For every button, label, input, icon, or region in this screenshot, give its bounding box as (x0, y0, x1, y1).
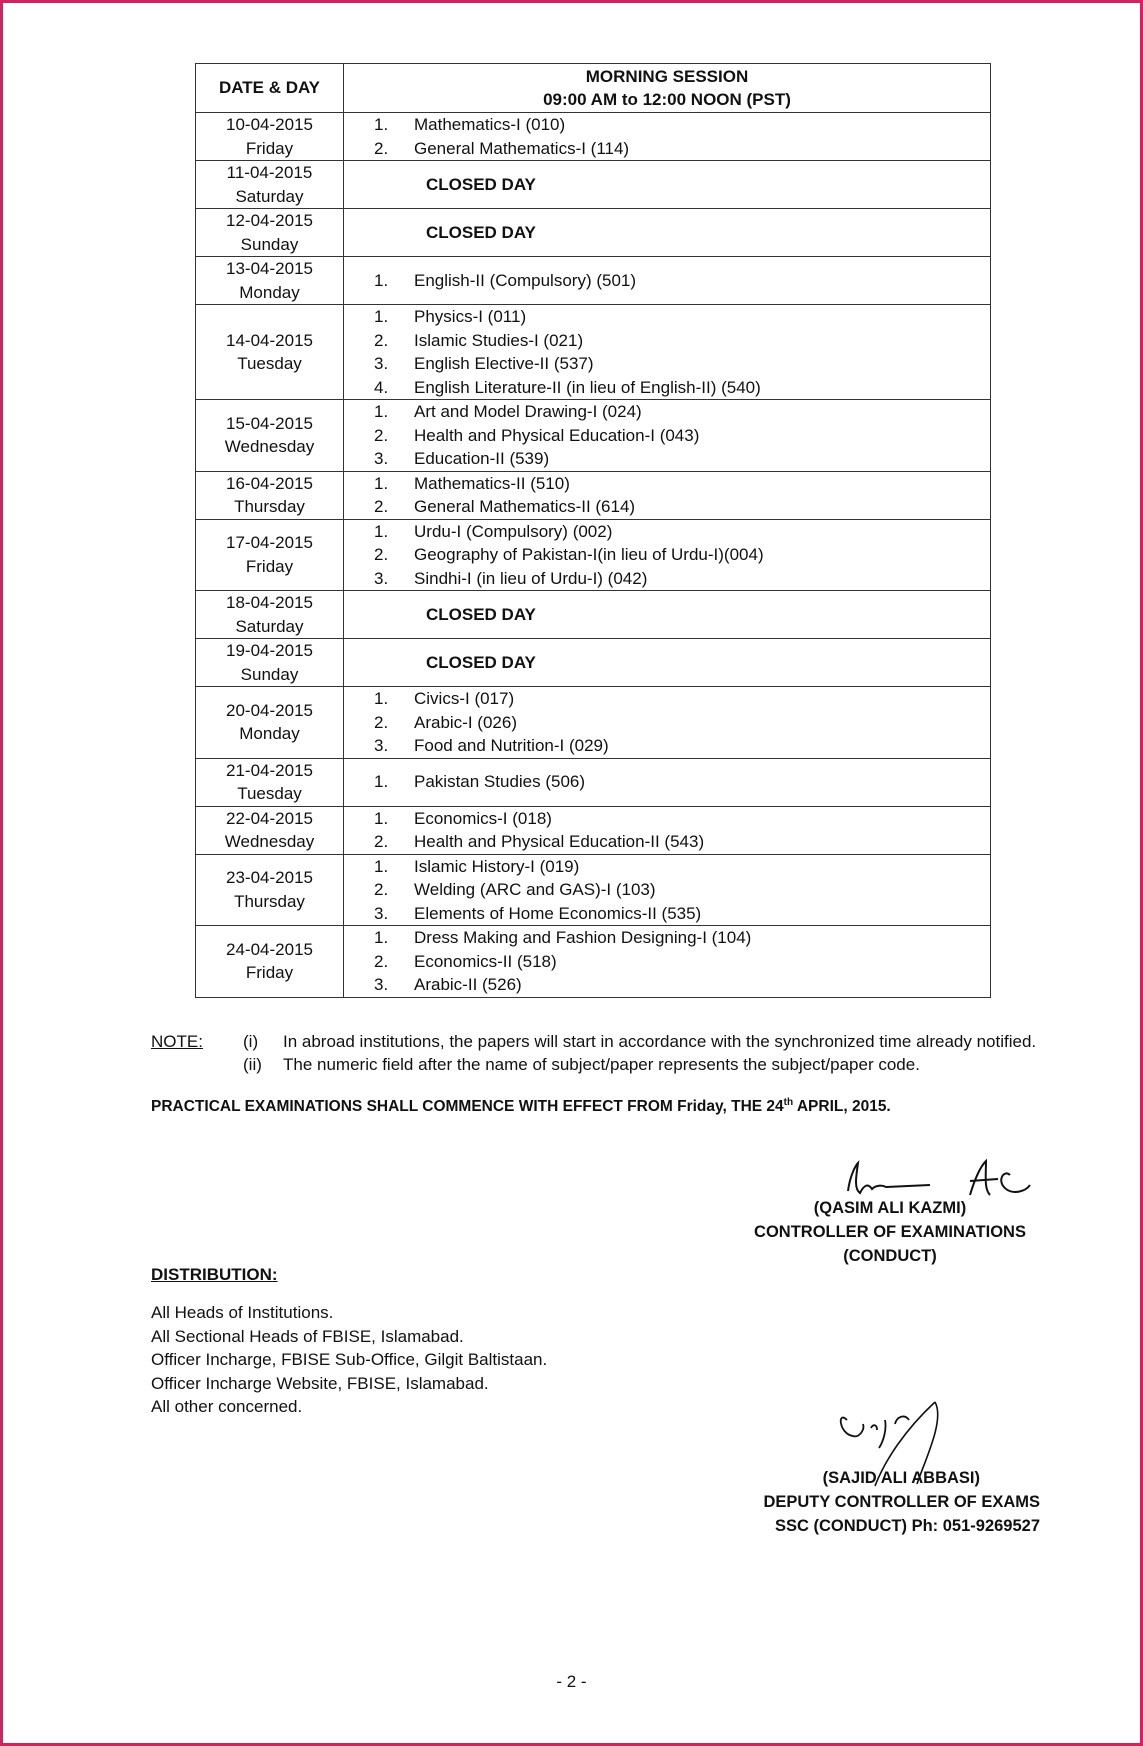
exam-day: Thursday (234, 497, 305, 516)
note-number: (ii) (243, 1055, 262, 1074)
subject-item (344, 520, 990, 544)
subject-item (344, 305, 990, 329)
exam-date: 14-04-2015 (226, 330, 313, 350)
subjects-cell (344, 854, 991, 926)
session-time: 09:00 AM to 12:00 NOON (PST) (543, 90, 791, 109)
date-cell (196, 591, 344, 639)
exam-day: Friday (245, 138, 294, 158)
subject-name: Elements of Home Economics-II (535) (414, 903, 702, 923)
subject-item (344, 902, 990, 926)
note-item (243, 1030, 1036, 1053)
schedule-row (196, 926, 991, 998)
subject-item (344, 329, 990, 353)
schedule-row (196, 400, 991, 472)
subject-name: English Elective-II (537) (414, 354, 594, 373)
subject-number: 1. (374, 115, 389, 134)
date-cell (196, 806, 344, 854)
subject-item (344, 926, 990, 950)
subject-list (344, 520, 990, 591)
subject-name: Urdu-I (Compulsory) (002) (414, 521, 613, 541)
schedule-row (196, 471, 991, 519)
subject-number: 2. (374, 951, 389, 971)
signatory1-block (740, 1196, 1040, 1268)
schedule-body (196, 113, 991, 998)
exam-schedule-table (195, 63, 991, 998)
subjects-cell (344, 519, 991, 591)
subject-list (344, 807, 990, 854)
exam-day: Saturday (235, 186, 304, 206)
exam-date: 20-04-2015 (226, 700, 313, 720)
distribution-title: DISTRIBUTION: (151, 1265, 278, 1284)
subject-item (344, 376, 990, 400)
date-cell (196, 758, 344, 806)
date-cell (196, 257, 344, 305)
subject-item (344, 495, 990, 519)
subject-list (344, 305, 990, 399)
exam-day: Friday (245, 963, 294, 983)
subject-number: 2. (374, 712, 389, 732)
subject-item (344, 400, 990, 424)
subject-item (344, 973, 990, 997)
subject-name: Arabic-I (026) (414, 712, 517, 732)
note-text: In abroad institutions, the papers will start in accordance with the synchronized time already notified. (283, 1032, 1037, 1051)
subject-item (344, 352, 990, 376)
date-cell (196, 687, 344, 759)
subject-number: 1. (374, 521, 389, 541)
subject-name: English Literature-II (in lieu of English-II) (540) (414, 377, 761, 397)
subjects-cell (344, 471, 991, 519)
schedule-row (196, 687, 991, 759)
subject-item (344, 269, 990, 293)
exam-date: 11-04-2015 (226, 163, 313, 182)
schedule-row (196, 806, 991, 854)
exam-day: Sunday (240, 664, 299, 684)
subject-number: 1. (374, 689, 389, 708)
note-item (243, 1053, 920, 1076)
subject-item (344, 878, 990, 902)
date-cell (196, 639, 344, 687)
subject-number: 2. (374, 497, 389, 516)
schedule-row (196, 854, 991, 926)
subject-item (344, 567, 990, 591)
note-number: (i) (243, 1032, 259, 1051)
exam-day: Sunday (240, 234, 299, 254)
schedule-row (196, 209, 991, 257)
subjects-cell (344, 806, 991, 854)
exam-day: Thursday (234, 891, 305, 911)
subject-number: 1. (374, 928, 389, 947)
date-cell (196, 209, 344, 257)
subject-number: 1. (374, 402, 389, 421)
exam-day: Wednesday (224, 832, 315, 851)
exam-day: Friday (245, 556, 294, 576)
subject-number: 1. (374, 473, 389, 493)
date-cell (196, 400, 344, 472)
subject-name: Geography of Pakistan-I(in lieu of Urdu-I)(004) (414, 545, 764, 564)
subject-number: 3. (374, 975, 389, 994)
subjects-cell (344, 113, 991, 161)
subject-item (344, 734, 990, 758)
distribution-item: All Sectional Heads of FBISE, Islamabad. (151, 1326, 464, 1346)
subject-item (344, 472, 990, 496)
exam-day: Tuesday (237, 784, 302, 803)
subject-number: 3. (374, 903, 389, 923)
subject-list (344, 269, 990, 293)
session-title: MORNING SESSION (585, 67, 749, 86)
exam-date: 22-04-2015 (226, 808, 313, 828)
exam-date: 21-04-2015 (226, 760, 313, 780)
distribution-item: All other concerned. (151, 1397, 303, 1416)
subjects-cell (344, 257, 991, 305)
subject-item (344, 950, 990, 974)
subject-number: 2. (374, 545, 389, 564)
date-day-header: DATE & DAY (196, 64, 344, 113)
schedule-row (196, 257, 991, 305)
date-cell (196, 926, 344, 998)
signatory2-title: DEPUTY CONTROLLER OF EXAMS (763, 1493, 1040, 1511)
exam-day: Tuesday (237, 354, 302, 373)
subject-name: Sindhi-I (in lieu of Urdu-I) (042) (414, 568, 648, 588)
subject-name: Economics-II (518) (414, 951, 557, 971)
schedule-row (196, 639, 991, 687)
subject-number: 3. (374, 736, 389, 755)
closed-day: CLOSED DAY (344, 209, 991, 257)
subject-name: Economics-I (018) (414, 808, 552, 828)
date-cell (196, 471, 344, 519)
subject-name: Islamic History-I (019) (414, 856, 580, 876)
schedule-row (196, 305, 991, 400)
signatory1-title: CONTROLLER OF EXAMINATIONS (754, 1223, 1026, 1241)
exam-date: 17-04-2015 (226, 533, 313, 553)
subject-list (344, 855, 990, 926)
closed-day: CLOSED DAY (344, 639, 991, 687)
subjects-cell (344, 687, 991, 759)
closed-day: CLOSED DAY (344, 161, 991, 209)
subject-name: Education-II (539) (414, 449, 550, 468)
schedule-row (196, 161, 991, 209)
subject-number: 2. (374, 880, 389, 899)
subject-list (344, 113, 990, 160)
subject-number: 3. (374, 354, 389, 373)
subject-number: 1. (374, 808, 389, 828)
subject-item (344, 711, 990, 735)
note-text: The numeric field after the name of subject/paper represents the subject/paper code. (283, 1055, 920, 1074)
date-cell (196, 305, 344, 400)
subject-name: General Mathematics-I (114) (414, 138, 630, 158)
subject-name: Food and Nutrition-I (029) (414, 736, 609, 755)
closed-day: CLOSED DAY (344, 591, 991, 639)
subject-name: Welding (ARC and GAS)-I (103) (414, 880, 656, 899)
exam-date: 16-04-2015 (226, 473, 313, 493)
signatory2-subtitle: SSC (CONDUCT) Ph: 051-9269527 (775, 1517, 1040, 1535)
subject-name: Arabic-II (526) (414, 975, 522, 994)
exam-date: 10-04-2015 (226, 115, 313, 134)
subject-name: Mathematics-I (010) (414, 115, 566, 134)
distribution-list (151, 1301, 547, 1419)
subject-name: Mathematics-II (510) (414, 473, 570, 493)
page-number: - 2 - (556, 1672, 587, 1691)
exam-date: 12-04-2015 (226, 211, 313, 230)
subject-number: 2. (374, 832, 389, 851)
subject-number: 2. (374, 138, 389, 158)
date-cell (196, 519, 344, 591)
subjects-cell (344, 305, 991, 400)
subject-item (344, 137, 990, 161)
morning-session-header (344, 64, 991, 113)
subject-list (344, 472, 990, 519)
distribution-item: Officer Incharge Website, FBISE, Islamabad. (151, 1373, 489, 1393)
subject-number: 1. (374, 772, 389, 792)
subject-item (344, 424, 990, 448)
practical-exam-notice: PRACTICAL EXAMINATIONS SHALL COMMENCE WITH EFFECT FROM Friday, THE 24th APRIL, 2015. (151, 1097, 891, 1116)
subject-list (344, 687, 990, 758)
subjects-cell (344, 926, 991, 998)
subject-name: Civics-I (017) (414, 689, 515, 708)
exam-date: 19-04-2015 (226, 641, 313, 660)
subject-name: Islamic Studies-I (021) (414, 330, 584, 350)
signatory1-name: (QASIM ALI KAZMI) (813, 1199, 967, 1217)
schedule-row (196, 519, 991, 591)
date-cell (196, 161, 344, 209)
exam-day: Saturday (235, 616, 304, 636)
subject-name: General Mathematics-II (614) (414, 497, 636, 516)
subject-item (344, 770, 990, 794)
signatory2-block (730, 1466, 1040, 1538)
subjects-cell (344, 400, 991, 472)
subject-item (344, 447, 990, 471)
signatory1-subtitle: (CONDUCT) (843, 1247, 937, 1265)
exam-date: 13-04-2015 (226, 259, 313, 278)
subject-number: 3. (374, 449, 389, 468)
exam-date: 15-04-2015 (226, 413, 313, 433)
subject-item (344, 855, 990, 879)
exam-day: Monday (239, 724, 300, 744)
subject-number: 3. (374, 568, 389, 588)
exam-day: Monday (239, 282, 300, 302)
date-cell (196, 854, 344, 926)
date-cell (196, 113, 344, 161)
schedule-row (196, 758, 991, 806)
subject-number: 1. (374, 856, 389, 876)
subject-list (344, 926, 990, 997)
exam-day: Wednesday (224, 437, 315, 457)
subject-name: English-II (Compulsory) (501) (414, 270, 637, 290)
subject-item (344, 543, 990, 567)
subject-name: Dress Making and Fashion Designing-I (104) (414, 928, 752, 947)
subject-number: 2. (374, 330, 389, 350)
exam-date: 23-04-2015 (226, 868, 313, 888)
exam-date: 24-04-2015 (226, 939, 313, 959)
subject-item (344, 687, 990, 711)
subject-name: Pakistan Studies (506) (414, 772, 586, 792)
subject-number: 1. (374, 270, 389, 290)
subject-name: Health and Physical Education-II (543) (414, 832, 705, 851)
subject-item (344, 807, 990, 831)
subject-number: 2. (374, 425, 389, 445)
subject-name: Physics-I (011) (414, 307, 527, 326)
note-label: NOTE: (151, 1032, 203, 1051)
subject-number: 4. (374, 377, 389, 397)
subject-item (344, 830, 990, 854)
distribution-item: Officer Incharge, FBISE Sub-Office, Gilgit Baltistaan. (151, 1350, 548, 1369)
schedule-row (196, 113, 991, 161)
subject-list (344, 770, 990, 794)
signatory2-name: (SAJID ALI ABBASI) (822, 1469, 980, 1487)
exam-date: 18-04-2015 (226, 593, 313, 612)
subject-name: Health and Physical Education-I (043) (414, 425, 700, 445)
subjects-cell (344, 758, 991, 806)
subject-name: Art and Model Drawing-I (024) (414, 402, 642, 421)
subject-item (344, 113, 990, 137)
schedule-row (196, 591, 991, 639)
subject-number: 1. (374, 307, 389, 326)
subject-list (344, 400, 990, 471)
distribution-item: All Heads of Institutions. (151, 1303, 334, 1322)
